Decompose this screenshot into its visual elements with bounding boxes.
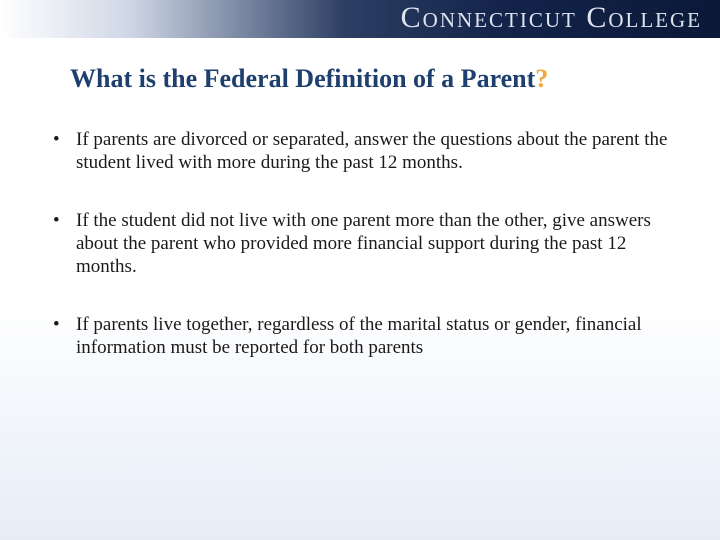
bullet-item	[47, 128, 687, 174]
bullet-dot-icon: •	[53, 314, 60, 335]
bullet-item	[47, 209, 687, 278]
bullet-dot-icon: •	[53, 210, 60, 231]
header-bar	[0, 0, 720, 38]
bullet-text: If parents live together, regardless of the marital status or gender, financial information must be reported for both parents	[76, 314, 642, 358]
bullet-list	[47, 128, 687, 394]
college-logo-text: Connecticut College	[400, 1, 702, 34]
slide-title	[70, 62, 548, 96]
bullet-dot-icon: •	[53, 129, 60, 150]
slide-title-text: What is the Federal Definition of a Parent	[70, 64, 536, 93]
bullet-text: If parents are divorced or separated, answer the questions about the parent the student lived with more during the past 12 months.	[76, 129, 668, 173]
bullet-item	[47, 313, 687, 359]
bullet-text: If the student did not live with one parent more than the other, give answers about the parent who provided more financial support during the past 12 months.	[76, 210, 651, 277]
title-question-mark: ?	[535, 64, 549, 93]
